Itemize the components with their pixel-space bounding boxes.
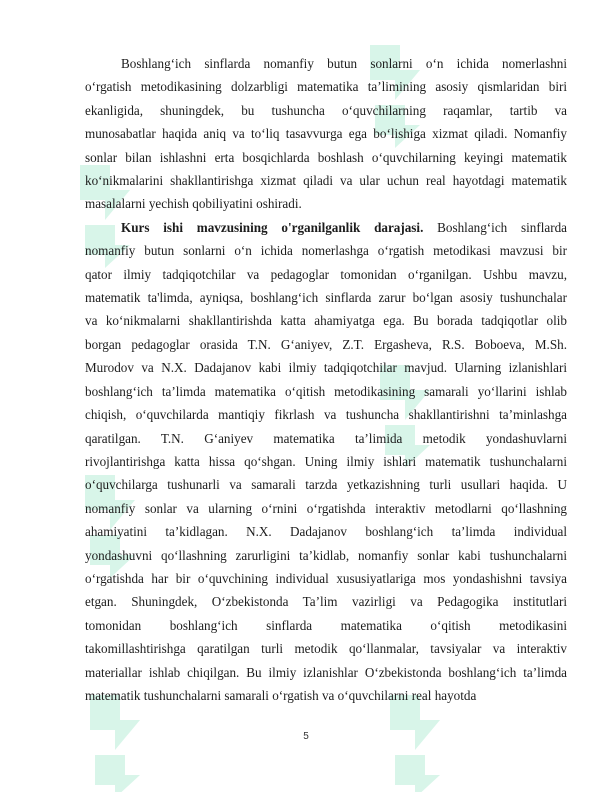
text-line: matematik ta'limda, ayniqsa, boshlang‘ich sinflarda zarur bo‘lgan asosiy tushunchalar: [85, 290, 567, 306]
text-line: masalalarni yechish qobiliyatini oshiradi.: [85, 196, 302, 212]
text-line: borgan pedagoglar orasida T.N. G‘aniyev, Z.T. Ergasheva, R.S. Boboeva, M.Sh.: [85, 336, 567, 352]
text-line: matematik tushunchalarni samarali o‘rgatish va o‘quvchilarni real hayotda: [85, 687, 477, 703]
text-line: [85, 216, 567, 239]
text-line: Murodov va N.X. Dadajanov kabi ilmiy tadqiqotchilar mavjud. Ularning izlanishlari: [85, 360, 567, 376]
text-line: va ko‘nikmalarni shakllantirishda katta ahamiyatga ega. Bu borada tadqiqotlar olib: [85, 313, 567, 329]
section-heading: Kurs ishi mavzusining o'rganilganlik darajasi.: [121, 219, 424, 235]
text-line: etgan. Shuningdek, O‘zbekistonda Ta’lim vazirligi va Pedagogika institutlari: [85, 594, 567, 610]
text-line: ahamiyatini ta’kidlagan. N.X. Dadajanov boshlang‘ich ta’limda individual: [85, 524, 567, 540]
text-line: o‘rgatish metodikasining dolzarbligi matematika ta’limining asosiy qismlaridan biri: [85, 79, 567, 95]
text-line: nomanfiy sonlar va ularning o‘rnini o‘rgatishda interaktiv metodlarni qo‘llashning: [85, 500, 567, 516]
text-line: o‘rgatishda har bir o‘quvchining individual xususiyatlariga mos yondashishni tavsiya: [85, 570, 567, 586]
text-line: ekanligida, shuningdek, bu tushuncha o‘quvchilarning raqamlar, tartib va: [85, 102, 567, 118]
text-line: ko‘nikmalarini shakllantirishga xizmat qiladi va ular uchun real hayotdagi matematik: [85, 173, 567, 189]
text-line: chiqish, o‘quvchilarda mantiqiy fikrlash va tushuncha shakllantirishni ta’minlashga: [85, 407, 567, 423]
text-line: boshlang‘ich ta’limda matematika o‘qitish metodikasining samarali yo‘llarini ishlab: [85, 383, 567, 399]
paragraph: [85, 52, 567, 216]
body-text: [85, 52, 567, 707]
text-line: takomillashtirishga qaratilgan turli metodik qo‘llanmalar, tavsiyalar va interaktiv: [85, 641, 567, 657]
text-line: qator ilmiy tadqiqotchilar va pedagoglar tomonidan o‘rganilgan. Ushbu mavzu,: [85, 266, 567, 282]
text-line: tomonidan boshlang‘ich sinflarda matematika o‘qitish metodikasini: [85, 617, 567, 633]
text-line: sonlar bilan ishlashni erta bosqichlarda boshlash o‘quvchilarning keyingi matematik: [85, 149, 567, 165]
text-line: nomanfiy butun sonlarni o‘n ichida nomerlashga o‘rgatish metodikasi mavzusi bir: [85, 243, 567, 259]
heading-line-rest: Boshlang‘ich sinflarda: [423, 219, 567, 235]
text-line: materiallar ishlab chiqilgan. Bu ilmiy izlanishlar O‘zbekistonda boshlang‘ich ta’limda: [85, 664, 567, 680]
text-line: rivojlantirishga katta hissa qo‘shgan. Uning ilmiy ishlari matematik tushunchalarni: [85, 453, 567, 469]
paragraph: [85, 216, 567, 708]
text-line: yondashuvni qo‘llashning zarurligini ta’kidlab, nomanfiy sonlar kabi tushunchalarni: [85, 547, 567, 563]
text-line: o‘quvchilarga tushunarli va samarali tarzda yetkazishning turli usullari haqida. U: [85, 477, 567, 493]
text-line: Boshlang‘ich sinflarda nomanfiy butun sonlarni o‘n ichida nomerlashni: [121, 56, 567, 71]
text-line: munosabatlar haqida aniq va to‘liq tasavvurga ega bo‘lishiga xizmat qiladi. Nomanfiy: [85, 126, 567, 142]
page-number: 5: [303, 731, 309, 742]
text-line: qaratilgan. T.N. G‘aniyev matematika ta’limida metodik yondashuvlarni: [85, 430, 567, 446]
